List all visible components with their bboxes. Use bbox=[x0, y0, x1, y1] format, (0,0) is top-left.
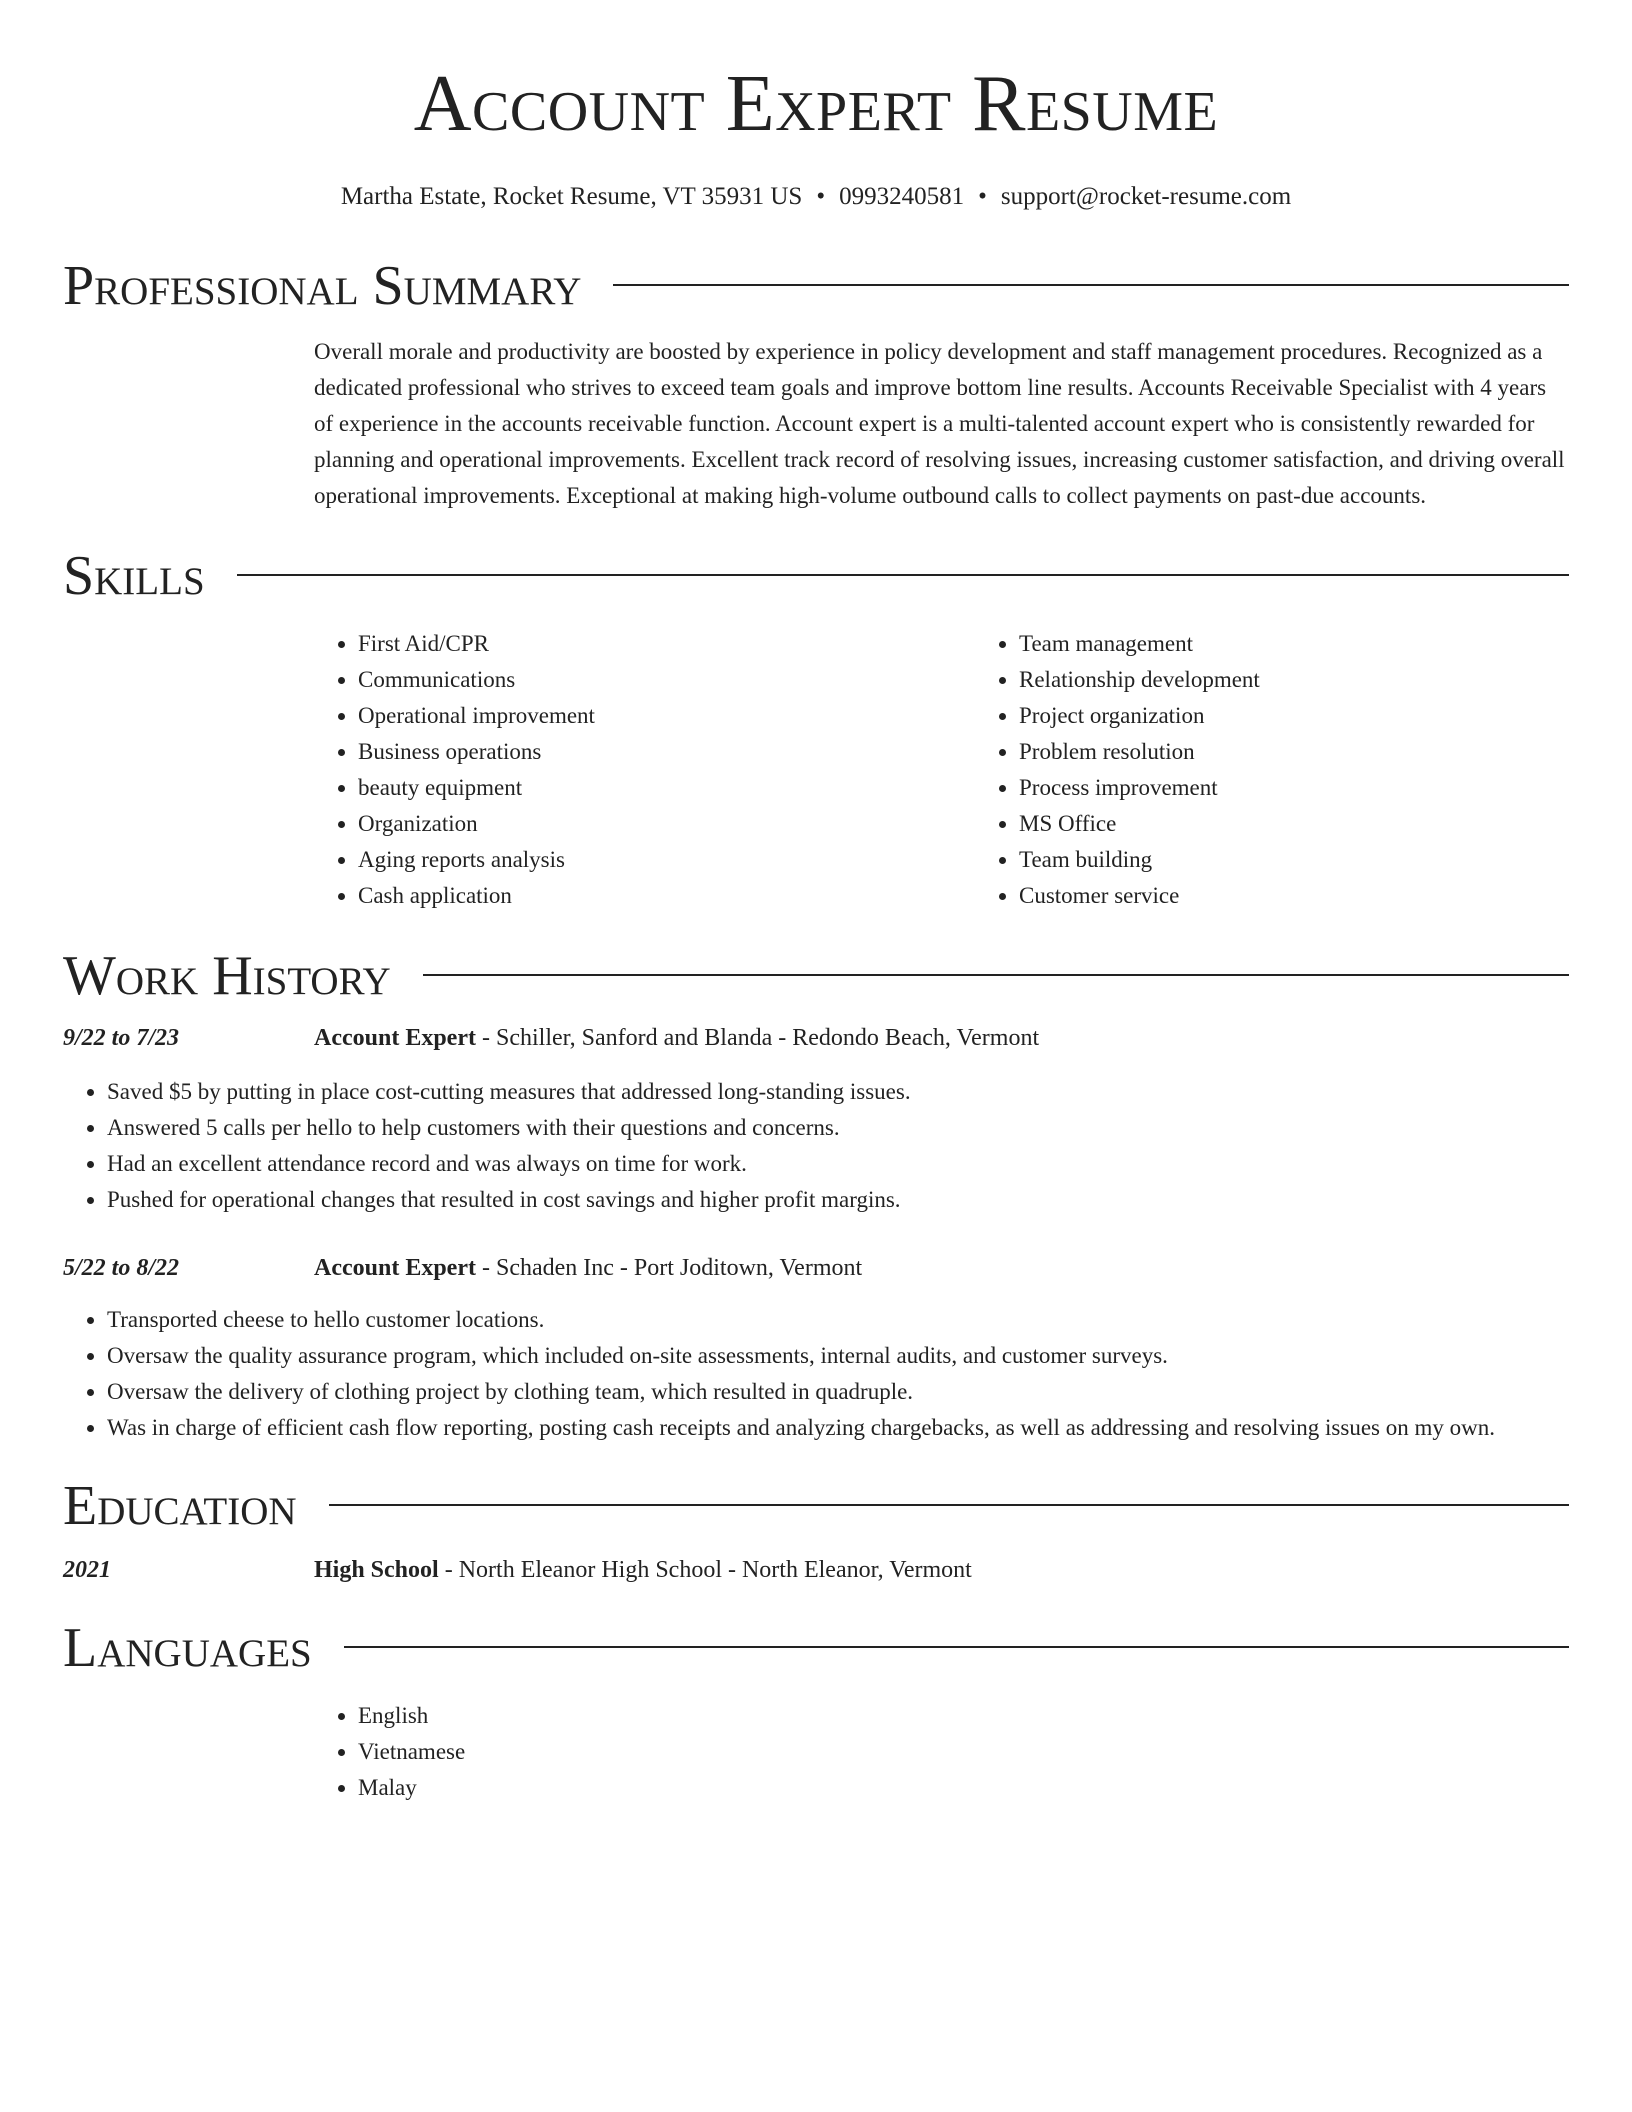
skill-item: • Project organization bbox=[1019, 698, 1632, 734]
education-entry bbox=[63, 1552, 1569, 1588]
section-divider bbox=[344, 1646, 1569, 1648]
job-header bbox=[63, 1020, 1569, 1056]
job-title: Account Expert bbox=[314, 1255, 476, 1281]
skill-item: • Team building bbox=[1019, 842, 1632, 878]
section-divider bbox=[423, 974, 1569, 976]
skills-column-left bbox=[314, 626, 975, 914]
language-item: • Malay bbox=[358, 1770, 1569, 1806]
language-item: • English bbox=[358, 1698, 1569, 1734]
languages-heading: Languages bbox=[63, 1617, 312, 1679]
contact-phone: 0993240581 bbox=[839, 183, 965, 210]
work-heading: Work History bbox=[63, 945, 391, 1007]
skills-column-right bbox=[975, 626, 1632, 914]
skill-item: • Team management bbox=[1019, 626, 1632, 662]
skills-list bbox=[314, 626, 1569, 914]
skill-item: • MS Office bbox=[1019, 806, 1632, 842]
languages-list bbox=[314, 1698, 1569, 1806]
summary-section-header bbox=[63, 255, 1569, 317]
summary-body bbox=[314, 334, 1569, 514]
job-bullet: • Transported cheese to hello customer locations. bbox=[107, 1302, 1569, 1338]
section-divider bbox=[613, 284, 1569, 286]
skill-item: • Business operations bbox=[358, 734, 975, 770]
contact-email: support@rocket-resume.com bbox=[1000, 183, 1292, 210]
languages-section-header bbox=[63, 1617, 1569, 1679]
skill-item: • Organization bbox=[358, 806, 975, 842]
job-heading-line bbox=[314, 1020, 1039, 1056]
job-bullet: • Oversaw the delivery of clothing project by clothing team, which resulted in quadruple. bbox=[107, 1374, 1569, 1410]
section-divider bbox=[237, 574, 1569, 576]
skill-item: • First Aid/CPR bbox=[358, 626, 975, 662]
job-entry bbox=[63, 1250, 1569, 1446]
skill-item: • beauty equipment bbox=[358, 770, 975, 806]
work-section-header bbox=[63, 945, 1569, 1007]
resume-title: Account Expert Resume bbox=[413, 60, 1219, 148]
job-bullet: • Saved $5 by putting in place cost-cutting measures that addressed long-standing issues. bbox=[107, 1074, 1569, 1110]
skills-heading: Skills bbox=[63, 545, 205, 607]
language-item: • Vietnamese bbox=[358, 1734, 1569, 1770]
job-header bbox=[63, 1250, 1569, 1286]
section-divider bbox=[329, 1504, 1569, 1506]
skills-section-header bbox=[63, 545, 1569, 607]
education-section-header bbox=[63, 1475, 1569, 1537]
contact-line bbox=[63, 182, 1569, 212]
job-bullet: • Oversaw the quality assurance program, which included on-site assessments, internal audits, and customer surveys. bbox=[107, 1338, 1569, 1374]
job-details: - Schaden Inc - Port Joditown, Vermont bbox=[475, 1255, 863, 1281]
contact-separator: • bbox=[978, 183, 987, 210]
job-entry bbox=[63, 1020, 1569, 1218]
education-details: - North Eleanor High School - North Eleanor, Vermont bbox=[438, 1557, 972, 1583]
skill-item: • Aging reports analysis bbox=[358, 842, 975, 878]
job-details: - Schiller, Sanford and Blanda - Redondo Beach, Vermont bbox=[475, 1025, 1040, 1051]
skill-item: • Relationship development bbox=[1019, 662, 1632, 698]
job-bullet: • Pushed for operational changes that resulted in cost savings and higher profit margins. bbox=[107, 1182, 1569, 1218]
job-title: Account Expert bbox=[314, 1025, 476, 1051]
education-degree: High School bbox=[314, 1557, 439, 1583]
skill-item: • Communications bbox=[358, 662, 975, 698]
skill-item: • Cash application bbox=[358, 878, 975, 914]
job-dates: 9/22 to 7/23 bbox=[63, 1025, 180, 1051]
job-bullets bbox=[63, 1302, 1569, 1446]
skill-item: • Problem resolution bbox=[1019, 734, 1632, 770]
contact-address: Martha Estate, Rocket Resume, VT 35931 US bbox=[340, 183, 803, 210]
education-heading-line bbox=[314, 1552, 972, 1588]
contact-separator: • bbox=[816, 183, 826, 210]
job-bullet: • Had an excellent attendance record and was always on time for work. bbox=[107, 1146, 1569, 1182]
languages-bullets bbox=[314, 1698, 1569, 1806]
job-bullet: • Was in charge of efficient cash flow reporting, posting cash receipts and analyzing chargebacks, as well as addressing and resolving issues on my own. bbox=[107, 1410, 1569, 1446]
job-heading-line bbox=[314, 1250, 862, 1286]
job-dates: 5/22 to 8/22 bbox=[63, 1255, 180, 1281]
education-year: 2021 bbox=[63, 1557, 111, 1583]
education-heading: Education bbox=[63, 1475, 297, 1537]
skill-item: • Customer service bbox=[1019, 878, 1632, 914]
summary-heading: Professional Summary bbox=[63, 255, 582, 317]
job-bullet: • Answered 5 calls per hello to help customers with their questions and concerns. bbox=[107, 1110, 1569, 1146]
job-bullets bbox=[63, 1074, 1569, 1218]
skill-item: • Operational improvement bbox=[358, 698, 975, 734]
summary-text: Overall morale and productivity are boosted by experience in policy development and staff management procedures. Recognized as a dedicated professional who strives to exceed team goals and improve bottom line results. Accounts Receivable Specialist with 4 years of experience in the accounts receivable function. Account expert is a multi-talented account expert who is consistently rewarded for planning and operational improvements. Excellent track record of resolving issues, increasing customer satisfaction, and driving overall operational improvements. Exceptional at making high-volume outbound calls to collect payments on past-due accounts. bbox=[314, 339, 1565, 508]
skill-item: • Process improvement bbox=[1019, 770, 1632, 806]
